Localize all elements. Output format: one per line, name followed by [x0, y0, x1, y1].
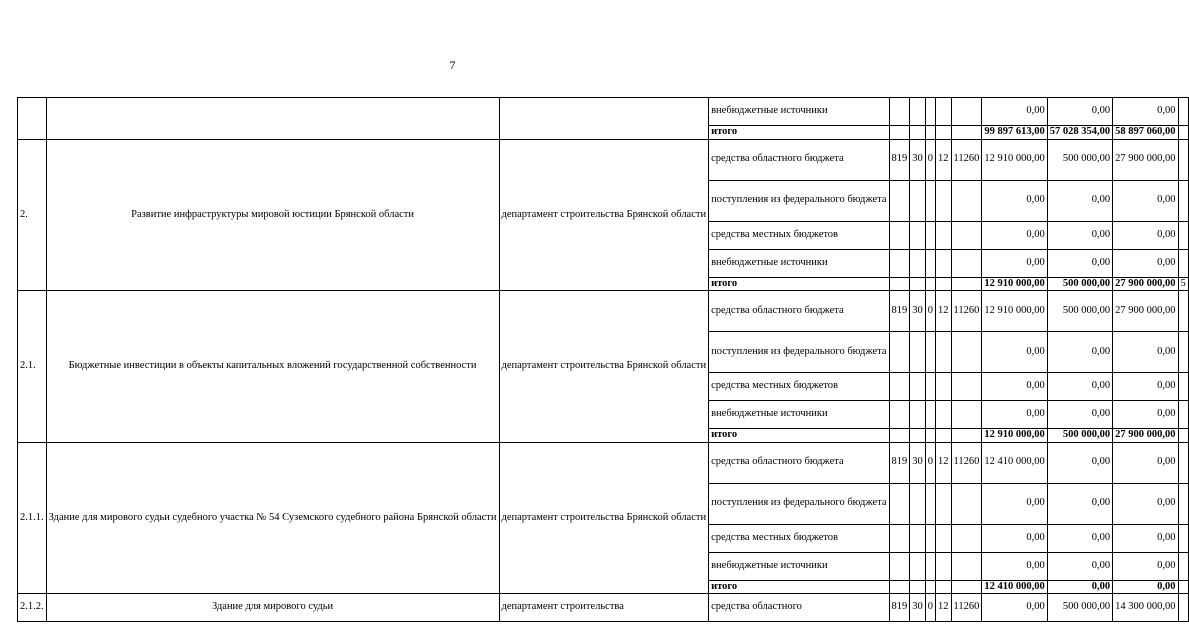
item-number: 2.1.: [18, 291, 47, 443]
budget-code-cell: [936, 524, 952, 552]
amount-cell: 0,00: [982, 483, 1047, 524]
amount-cell: 500 000,00: [1047, 139, 1112, 180]
funding-source-cell: итого: [709, 126, 889, 140]
item-number: 2.1.1.: [18, 442, 47, 594]
budget-code-cell: [925, 552, 935, 580]
amount-cell: 0,00: [1113, 98, 1178, 126]
budget-code-cell: 30: [910, 139, 926, 180]
table-row: [18, 291, 1189, 332]
budget-code-cell: [936, 429, 952, 443]
note-cell: [1178, 332, 1188, 373]
budget-code-cell: [889, 429, 910, 443]
amount-cell: 27 900 000,00: [1113, 139, 1178, 180]
budget-code-cell: [936, 126, 952, 140]
budget-code-cell: [951, 580, 982, 594]
page-number: 7: [449, 58, 456, 72]
budget-code-cell: 11260: [951, 594, 982, 622]
amount-cell: 0,00: [982, 221, 1047, 249]
amount-cell: 500 000,00: [1047, 291, 1112, 332]
funding-source-cell: средства областного бюджета: [709, 442, 889, 483]
amount-cell: 0,00: [1047, 524, 1112, 552]
amount-cell: 0,00: [982, 552, 1047, 580]
amount-cell: 0,00: [1113, 483, 1178, 524]
budget-code-cell: 30: [910, 291, 926, 332]
budget-code-cell: [910, 126, 926, 140]
budget-code-cell: [951, 401, 982, 429]
amount-cell: 0,00: [1047, 552, 1112, 580]
budget-code-cell: [936, 277, 952, 291]
item-number: 2.: [18, 139, 47, 291]
funding-source-cell: внебюджетные источники: [709, 552, 889, 580]
budget-code-cell: 12: [936, 291, 952, 332]
amount-cell: 0,00: [1113, 580, 1178, 594]
amount-cell: 12 410 000,00: [982, 580, 1047, 594]
budget-table: [17, 97, 1189, 622]
amount-cell: 0,00: [982, 524, 1047, 552]
item-name: Бюджетные инвестиции в объекты капитальных вложений государственной собственности: [46, 291, 499, 443]
budget-code-cell: [925, 580, 935, 594]
budget-code-cell: [889, 373, 910, 401]
amount-cell: 12 410 000,00: [982, 442, 1047, 483]
budget-code-cell: [910, 277, 926, 291]
budget-code-cell: [925, 429, 935, 443]
executor-cell: [499, 98, 709, 140]
note-cell: [1178, 126, 1188, 140]
note-cell: [1178, 594, 1188, 622]
note-cell: [1178, 580, 1188, 594]
budget-code-cell: [936, 552, 952, 580]
funding-source-cell: поступления из федерального бюджета: [709, 332, 889, 373]
budget-code-cell: [925, 277, 935, 291]
note-cell: [1178, 524, 1188, 552]
funding-source-cell: средства местных бюджетов: [709, 221, 889, 249]
table-row: [18, 594, 1189, 622]
budget-code-cell: [951, 221, 982, 249]
amount-cell: 0,00: [1113, 221, 1178, 249]
amount-cell: 0,00: [982, 332, 1047, 373]
budget-code-cell: [889, 249, 910, 277]
amount-cell: 0,00: [1047, 180, 1112, 221]
budget-code-cell: 819: [889, 594, 910, 622]
budget-code-cell: 0: [925, 594, 935, 622]
note-cell: [1178, 552, 1188, 580]
note-cell: [1178, 98, 1188, 126]
funding-source-cell: средства областного бюджета: [709, 139, 889, 180]
funding-source-cell: поступления из федерального бюджета: [709, 483, 889, 524]
budget-table-body: [18, 98, 1189, 622]
budget-code-cell: [951, 98, 982, 126]
budget-code-cell: [910, 98, 926, 126]
funding-source-cell: средства областного: [709, 594, 889, 622]
budget-code-cell: [951, 483, 982, 524]
table-row: [18, 98, 1189, 126]
amount-cell: 0,00: [1047, 401, 1112, 429]
amount-cell: 57 028 354,00: [1047, 126, 1112, 140]
note-cell: [1178, 221, 1188, 249]
note-cell: [1178, 249, 1188, 277]
note-cell: [1178, 442, 1188, 483]
note-cell: [1178, 483, 1188, 524]
amount-cell: 99 897 613,00: [982, 126, 1047, 140]
budget-code-cell: [936, 249, 952, 277]
amount-cell: 500 000,00: [1047, 594, 1112, 622]
budget-code-cell: [951, 429, 982, 443]
budget-code-cell: 0: [925, 291, 935, 332]
budget-code-cell: [889, 483, 910, 524]
budget-code-cell: [951, 524, 982, 552]
item-name: Здание для мирового судьи: [46, 594, 499, 622]
budget-code-cell: [925, 332, 935, 373]
budget-code-cell: [951, 126, 982, 140]
amount-cell: 0,00: [1047, 442, 1112, 483]
budget-code-cell: [910, 483, 926, 524]
budget-code-cell: 11260: [951, 442, 982, 483]
note-cell: [1178, 291, 1188, 332]
funding-source-cell: внебюджетные источники: [709, 98, 889, 126]
budget-code-cell: [951, 180, 982, 221]
amount-cell: 500 000,00: [1047, 277, 1112, 291]
budget-code-cell: [925, 524, 935, 552]
budget-code-cell: [925, 221, 935, 249]
budget-code-cell: 0: [925, 442, 935, 483]
amount-cell: 0,00: [1113, 249, 1178, 277]
amount-cell: 0,00: [982, 401, 1047, 429]
amount-cell: 0,00: [1047, 373, 1112, 401]
budget-code-cell: 819: [889, 442, 910, 483]
budget-code-cell: [936, 373, 952, 401]
budget-code-cell: [936, 98, 952, 126]
budget-code-cell: [925, 483, 935, 524]
amount-cell: 0,00: [1113, 442, 1178, 483]
budget-code-cell: [910, 332, 926, 373]
amount-cell: 0,00: [1047, 221, 1112, 249]
amount-cell: 0,00: [1113, 332, 1178, 373]
amount-cell: 0,00: [1047, 332, 1112, 373]
funding-source-cell: средства областного бюджета: [709, 291, 889, 332]
funding-source-cell: средства местных бюджетов: [709, 524, 889, 552]
budget-code-cell: [925, 180, 935, 221]
budget-code-cell: [925, 126, 935, 140]
amount-cell: 0,00: [1113, 524, 1178, 552]
budget-code-cell: 12: [936, 139, 952, 180]
note-cell: [1178, 401, 1188, 429]
budget-code-cell: [910, 221, 926, 249]
item-number: [18, 98, 47, 140]
budget-code-cell: [925, 249, 935, 277]
amount-cell: 0,00: [982, 594, 1047, 622]
amount-cell: 27 900 000,00: [1113, 291, 1178, 332]
note-cell: [1178, 429, 1188, 443]
amount-cell: 0,00: [1047, 98, 1112, 126]
amount-cell: 12 910 000,00: [982, 277, 1047, 291]
budget-code-cell: [910, 373, 926, 401]
budget-code-cell: 819: [889, 139, 910, 180]
budget-code-cell: [889, 332, 910, 373]
item-name: Здание для мирового судьи судебного участка № 54 Суземского судебного района Брянской области: [46, 442, 499, 594]
budget-code-cell: [925, 401, 935, 429]
budget-code-cell: [910, 524, 926, 552]
budget-code-cell: [936, 483, 952, 524]
budget-code-cell: 12: [936, 442, 952, 483]
budget-code-cell: [936, 221, 952, 249]
funding-source-cell: итого: [709, 429, 889, 443]
budget-code-cell: [951, 552, 982, 580]
amount-cell: 27 900 000,00: [1113, 429, 1178, 443]
executor-cell: департамент строительства Брянской области: [499, 139, 709, 291]
budget-code-cell: [889, 180, 910, 221]
amount-cell: 14 300 000,00: [1113, 594, 1178, 622]
funding-source-cell: итого: [709, 277, 889, 291]
budget-code-cell: [925, 373, 935, 401]
budget-code-cell: [910, 180, 926, 221]
funding-source-cell: внебюджетные источники: [709, 249, 889, 277]
budget-code-cell: [925, 98, 935, 126]
budget-code-cell: 30: [910, 594, 926, 622]
amount-cell: 0,00: [1113, 552, 1178, 580]
funding-source-cell: итого: [709, 580, 889, 594]
amount-cell: 12 910 000,00: [982, 139, 1047, 180]
funding-source-cell: средства местных бюджетов: [709, 373, 889, 401]
budget-code-cell: [910, 401, 926, 429]
amount-cell: 0,00: [1113, 373, 1178, 401]
item-name: Развитие инфраструктуры мировой юстиции Брянской области: [46, 139, 499, 291]
budget-code-cell: [889, 277, 910, 291]
amount-cell: 0,00: [1047, 249, 1112, 277]
amount-cell: 12 910 000,00: [982, 429, 1047, 443]
budget-code-cell: 30: [910, 442, 926, 483]
budget-code-cell: [951, 332, 982, 373]
funding-source-cell: внебюджетные источники: [709, 401, 889, 429]
budget-code-cell: 11260: [951, 291, 982, 332]
budget-code-cell: [889, 126, 910, 140]
amount-cell: 0,00: [982, 98, 1047, 126]
amount-cell: 0,00: [1113, 401, 1178, 429]
executor-cell: департамент строительства Брянской области: [499, 442, 709, 594]
note-cell: [1178, 180, 1188, 221]
budget-code-cell: [951, 373, 982, 401]
budget-code-cell: [910, 249, 926, 277]
budget-code-cell: [889, 580, 910, 594]
budget-code-cell: [951, 277, 982, 291]
budget-code-cell: [889, 401, 910, 429]
budget-code-cell: [889, 221, 910, 249]
budget-code-cell: [936, 180, 952, 221]
budget-code-cell: [910, 552, 926, 580]
item-name: [46, 98, 499, 140]
amount-cell: 500 000,00: [1047, 429, 1112, 443]
amount-cell: 0,00: [1047, 580, 1112, 594]
budget-code-cell: 0: [925, 139, 935, 180]
budget-code-cell: [936, 401, 952, 429]
budget-code-cell: 11260: [951, 139, 982, 180]
amount-cell: 0,00: [982, 180, 1047, 221]
budget-code-cell: [936, 332, 952, 373]
note-cell: [1178, 139, 1188, 180]
note-cell: [1178, 373, 1188, 401]
budget-code-cell: [910, 580, 926, 594]
table-row: [18, 442, 1189, 483]
budget-code-cell: [910, 429, 926, 443]
item-number: 2.1.2.: [18, 594, 47, 622]
amount-cell: 58 897 060,00: [1113, 126, 1178, 140]
executor-cell: департамент строительства Брянской области: [499, 291, 709, 443]
amount-cell: 12 910 000,00: [982, 291, 1047, 332]
amount-cell: 0,00: [1113, 180, 1178, 221]
funding-source-cell: поступления из федерального бюджета: [709, 180, 889, 221]
amount-cell: 0,00: [1047, 483, 1112, 524]
amount-cell: 0,00: [982, 373, 1047, 401]
table-row: [18, 139, 1189, 180]
budget-code-cell: [889, 552, 910, 580]
budget-code-cell: [951, 249, 982, 277]
budget-code-cell: [889, 98, 910, 126]
budget-code-cell: [936, 580, 952, 594]
budget-code-cell: 12: [936, 594, 952, 622]
amount-cell: 0,00: [982, 249, 1047, 277]
budget-code-cell: 819: [889, 291, 910, 332]
budget-code-cell: [889, 524, 910, 552]
note-cell: 5: [1178, 277, 1188, 291]
amount-cell: 27 900 000,00: [1113, 277, 1178, 291]
executor-cell: департамент строительства: [499, 594, 709, 622]
